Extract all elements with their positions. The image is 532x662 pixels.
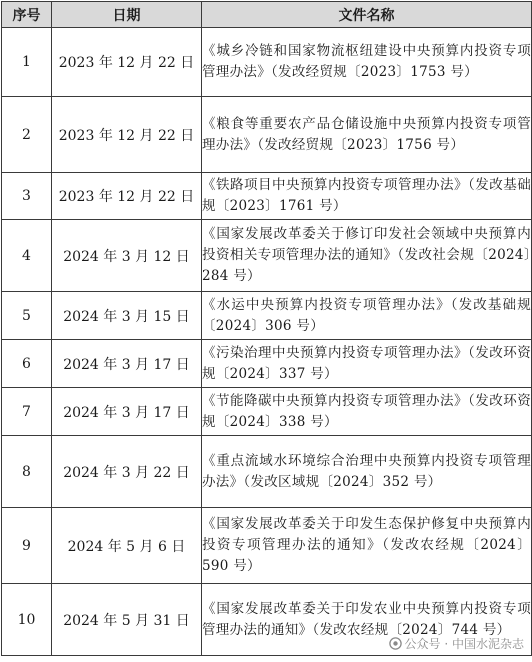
row-date: 2024 年 3 月 12 日	[52, 220, 202, 292]
row-date: 2023 年 12 月 22 日	[52, 173, 202, 220]
row-document-title: 《污染治理中央预算内投资专项管理办法》（发改环资规〔2024〕337 号）	[202, 340, 532, 388]
header-serial-number: 序号	[2, 2, 52, 28]
row-document-title: 《节能降碳中央预算内投资专项管理办法》（发改环资规〔2024〕338 号）	[202, 388, 532, 436]
row-number: 4	[2, 220, 52, 292]
row-date: 2024 年 5 月 31 日	[52, 584, 202, 656]
row-date: 2023 年 12 月 22 日	[52, 97, 202, 173]
table-row	[2, 97, 532, 173]
watermark	[389, 635, 524, 652]
table-row	[2, 508, 532, 584]
row-document-title: 《国家发展改革委关于印发生态保护修复中央预算内投资专项管理办法的通知》（发改农经规〔2024〕590 号）	[202, 508, 532, 584]
row-date: 2024 年 3 月 17 日	[52, 388, 202, 436]
table-row	[2, 28, 532, 97]
row-date: 2024 年 5 月 6 日	[52, 508, 202, 584]
wechat-official-account-icon	[389, 637, 402, 650]
row-number: 9	[2, 508, 52, 584]
table-row	[2, 340, 532, 388]
row-document-title: 《城乡冷链和国家物流枢纽建设中央预算内投资专项管理办法》（发改经贸规〔2023〕1753 号）	[202, 28, 532, 97]
table-row	[2, 388, 532, 436]
row-number: 8	[2, 436, 52, 508]
row-number: 2	[2, 97, 52, 173]
row-date: 2024 年 3 月 17 日	[52, 340, 202, 388]
row-document-title: 《粮食等重要农产品仓储设施中央预算内投资专项管理办法》（发改经贸规〔2023〕1756 号）	[202, 97, 532, 173]
table-row	[2, 173, 532, 220]
row-number: 1	[2, 28, 52, 97]
table-row	[2, 220, 532, 292]
row-document-title: 《国家发展改革委关于印发农业中央预算内投资专项管理办法的通知》（发改农经规〔2024〕744 号）	[202, 584, 532, 656]
row-date: 2024 年 3 月 15 日	[52, 292, 202, 340]
row-number: 3	[2, 173, 52, 220]
header-date: 日期	[52, 2, 202, 28]
watermark-text: 公众号 · 中国水泥杂志	[404, 637, 524, 651]
row-document-title: 《重点流域水环境综合治理中央预算内投资专项管理办法》（发改区域规〔2024〕352 号）	[202, 436, 532, 508]
row-number: 10	[2, 584, 52, 656]
row-document-title: 《水运中央预算内投资专项管理办法》（发改基础规〔2024〕306 号）	[202, 292, 532, 340]
table-row	[2, 292, 532, 340]
row-number: 7	[2, 388, 52, 436]
table-header-row	[2, 2, 532, 28]
row-date: 2024 年 3 月 22 日	[52, 436, 202, 508]
regulations-table	[1, 1, 532, 656]
table-row	[2, 436, 532, 508]
row-document-title: 《国家发展改革委关于修订印发社会领域中央预算内投资相关专项管理办法的通知》（发改社会规〔2024〕284 号）	[202, 220, 532, 292]
row-number: 6	[2, 340, 52, 388]
row-date: 2023 年 12 月 22 日	[52, 28, 202, 97]
header-document-name: 文件名称	[202, 2, 532, 28]
row-document-title: 《铁路项目中央预算内投资专项管理办法》（发改基础规〔2023〕1761 号）	[202, 173, 532, 220]
row-number: 5	[2, 292, 52, 340]
